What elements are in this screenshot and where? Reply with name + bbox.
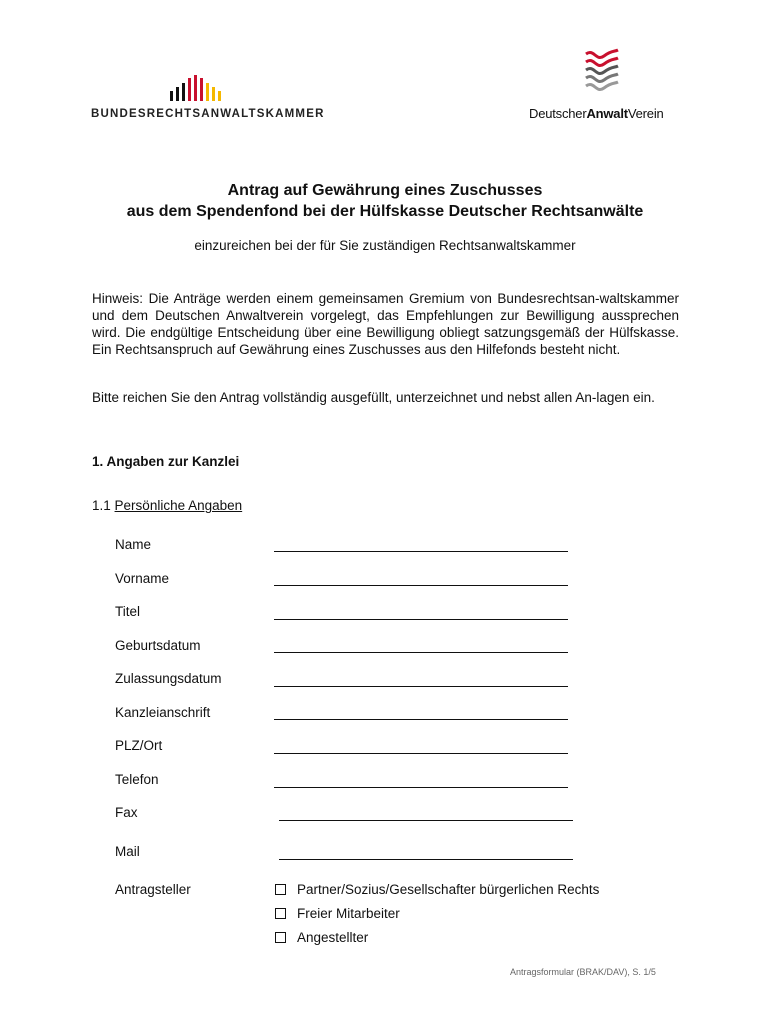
field-line-fax[interactable] (279, 820, 573, 821)
instruction-paragraph: Bitte reichen Sie den Antrag vollständig ausgefüllt, unterzeichnet und nebst allen An-lagen ein. (92, 390, 655, 405)
field-label-plz-ort: PLZ/Ort (115, 738, 163, 753)
option-label-partner: Partner/Sozius/Gesellschafter bürgerlichen Rechts (297, 882, 600, 897)
hint-paragraph: Hinweis: Die Anträge werden einem gemeinsamen Gremium von Bundesrechtsan-waltskammer und dem Deutschen Anwaltverein vorgelegt, das Empfehlungen zur Bewilligung aussprechen wird. Die endgültige Entscheidung über eine Bewilligung obliegt satzungsgemäß der Hülfskasse. Ein Rechtsanspruch auf Gewährung eines Zuschusses aus den Hilfefonds besteht nicht. (92, 291, 679, 357)
dav-text-part3: Verein (627, 106, 664, 121)
field-label-telefon: Telefon (115, 772, 159, 787)
field-label-zulassungsdatum: Zulassungsdatum (115, 671, 222, 686)
brak-logo-text: BUNDESRECHTSANWALTSKAMMER (91, 108, 325, 120)
dav-logo-icon (582, 48, 622, 98)
field-line-telefon[interactable] (274, 787, 568, 788)
section-heading: 1. Angaben zur Kanzlei (92, 454, 240, 469)
field-line-geburtsdatum[interactable] (274, 652, 568, 653)
applicant-option-freelancer[interactable] (275, 906, 400, 921)
brak-logo-icon (170, 75, 230, 101)
subsection-title: Persönliche Angaben (114, 498, 243, 513)
field-label-vorname: Vorname (115, 571, 170, 586)
field-label-name: Name (115, 537, 152, 552)
field-line-vorname[interactable] (274, 585, 568, 586)
dav-logo-text (529, 106, 664, 121)
field-line-titel[interactable] (274, 619, 568, 620)
field-label-fax: Fax (115, 805, 138, 820)
applicant-option-employee[interactable] (275, 930, 368, 945)
field-line-zulassungsdatum[interactable] (274, 686, 568, 687)
option-label-freelancer: Freier Mitarbeiter (297, 906, 400, 921)
field-label-kanzleianschrift: Kanzleianschrift (115, 705, 211, 720)
subtitle: einzureichen bei der für Sie zuständigen Rechtsanwaltskammer (194, 238, 576, 253)
field-line-name[interactable] (274, 551, 568, 552)
option-label-employee: Angestellter (297, 930, 369, 945)
field-label-titel: Titel (115, 604, 141, 619)
dav-text-part1: Deutscher (529, 106, 587, 121)
subsection-heading (92, 498, 242, 513)
field-line-mail[interactable] (279, 859, 573, 860)
applicant-option-partner[interactable] (275, 882, 599, 897)
checkbox-freelancer[interactable] (275, 908, 286, 919)
field-label-mail: Mail (115, 844, 140, 859)
page-footer: Antragsformular (BRAK/DAV), S. 1/5 (510, 967, 656, 977)
field-label-geburtsdatum: Geburtsdatum (115, 638, 201, 653)
subsection-number: 1.1 (92, 498, 111, 513)
checkbox-partner[interactable] (275, 884, 286, 895)
dav-text-part2: Anwalt (586, 106, 628, 121)
applicant-label: Antragsteller (115, 882, 191, 897)
title-line-2: aus dem Spendenfond bei der Hülfskasse Deutscher Rechtsanwälte (126, 203, 644, 220)
title-line-1: Antrag auf Gewährung eines Zuschusses (227, 182, 543, 199)
field-line-plz-ort[interactable] (274, 753, 568, 754)
checkbox-employee[interactable] (275, 932, 286, 943)
field-line-kanzleianschrift[interactable] (274, 719, 568, 720)
